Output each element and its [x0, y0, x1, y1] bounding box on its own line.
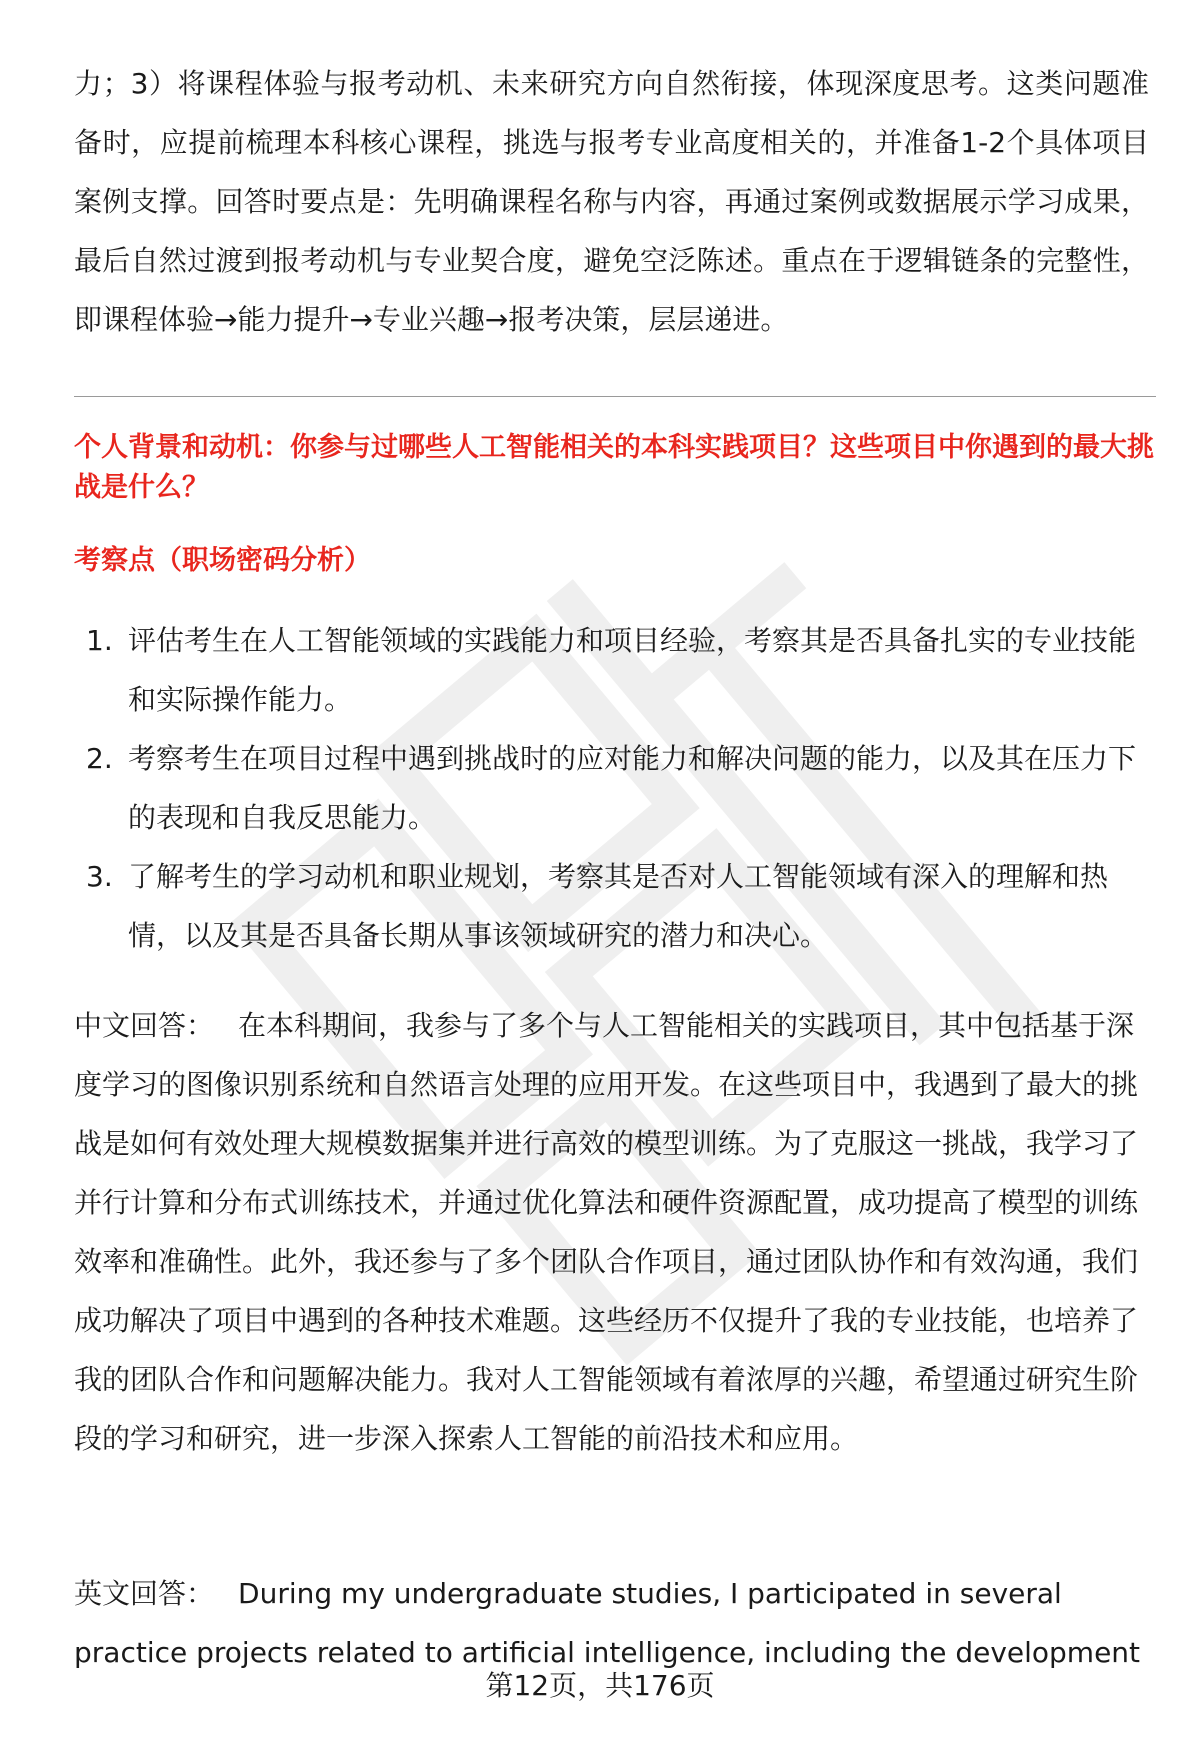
list-item	[74, 847, 1154, 965]
chinese-answer-text: 在本科期间，我参与了多个与人工智能相关的实践项目，其中包括基于深度学习的图像识别系统和自然语言处理的应用开发。在这些项目中，我遇到了最大的挑战是如何有效处理大规模数据集并进行高效的模型训练。为了克服这一挑战，我学习了并行计算和分布式训练技术，并通过优化算法和硬件资源配置，成功提高了模型的训练效率和准确性。此外，我还参与了多个团队合作项目，通过团队协作和有效沟通，我们成功解决了项目中遇到的各种技术难题。这些经历不仅提升了我的专业技能，也培养了我的团队合作和问题解决能力。我对人工智能领域有着浓厚的兴趣，希望通过研究生阶段的学习和研究，进一步深入探索人工智能的前沿技术和应用。	[74, 1009, 1139, 1455]
intro-paragraph: 力；3）将课程体验与报考动机、未来研究方向自然衔接，体现深度思考。这类问题准备时，应提前梳理本科核心课程，挑选与报考专业高度相关的，并准备1-2个具体项目案例支撑。回答时要点是：先明确课程名称与内容，再通过案例或数据展示学习成果，最后自然过渡到报考动机与专业契合度，避免空泛陈述。重点在于逻辑链条的完整性，即课程体验→能力提升→专业兴趣→报考决策，层层递进。	[74, 67, 1149, 336]
assessment-list	[74, 611, 1154, 965]
list-item-number: 2.	[86, 742, 113, 775]
intro-section	[74, 54, 1149, 349]
list-item-text: 考察考生在项目过程中遇到挑战时的应对能力和解决问题的能力，以及其在压力下的表现和自我反思能力。	[128, 742, 1137, 834]
english-answer	[74, 1564, 1154, 1682]
list-item-number: 3.	[86, 860, 113, 893]
english-answer-text: During my undergraduate studies, I participated in several practice projects related to artificial intelligence, including the development	[74, 1577, 1141, 1669]
english-answer-label: 英文回答：	[74, 1577, 215, 1610]
list-item	[74, 611, 1154, 729]
question-heading: 个人背景和动机：你参与过哪些人工智能相关的本科实践项目？这些项目中你遇到的最大挑战是什么？	[74, 432, 1154, 503]
page-footer: 第12页，共176页	[485, 1669, 715, 1702]
chinese-answer	[74, 996, 1154, 1468]
chinese-answer-label: 中文回答：	[74, 1009, 215, 1042]
list-item-text: 了解考生的学习动机和职业规划，考察其是否对人工智能领域有深入的理解和热情，以及其是否具备长期从事该领域研究的潜力和决心。	[128, 860, 1109, 952]
section-divider	[74, 396, 1156, 397]
list-item-text: 评估考生在人工智能领域的实践能力和项目经验，考察其是否具备扎实的专业技能和实际操作能力。	[128, 624, 1137, 716]
list-item	[74, 729, 1154, 847]
assessment-heading: 考察点（职场密码分析）	[74, 545, 371, 576]
list-item-number: 1.	[86, 624, 113, 657]
